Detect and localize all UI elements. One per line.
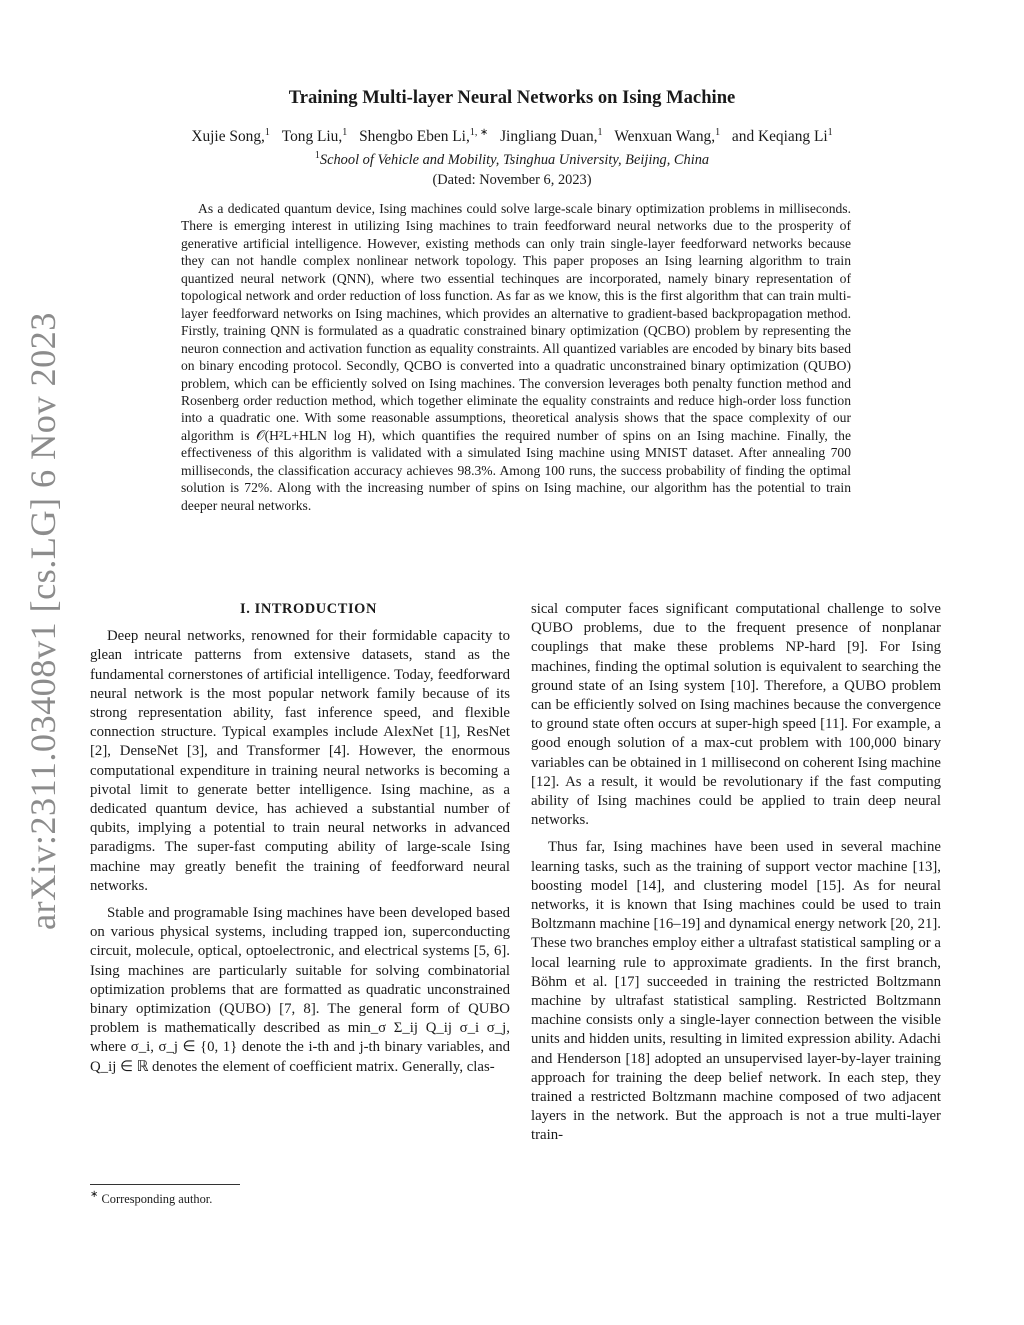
arxiv-side-stamp: arXiv:2311.03408v1 [cs.LG] 6 Nov 2023 [23,312,63,930]
author-name: Wenxuan Wang,$^1$ [614,127,721,145]
author-name: Tong Liu,$^1$ [281,127,348,145]
paragraph: Stable and programable Ising machines have been developed based on various physical systems, including trapped ion, superconducting circuit, molecule, optical, optoelectronic, and electrical systems [5, 6]. Ising machines are particularly suitable for solving combinatorial optimization problems that are formatted as quadratic unconstrained binary optimization (QUBO) [7, 8]. The general form of QUBO problem is mathematically described as min_σ Σ_ij Q_ij σ_i σ_j, where σ_i, σ_j ∈ {0, 1} denote the i-th and j-th binary variables, and Q_ij ∈ ℝ denotes the element of coefficient matrix. Generally, clas- [90,905,510,1075]
dated-line: (Dated: November 6, 2023) [432,172,592,188]
footnote-rule [90,1184,240,1185]
section-heading-introduction: I. INTRODUCTION [240,601,377,617]
paragraph: Deep neural networks, renowned for their formidable capacity to glean intricate patterns from extensive datasets, stand as the fundamental cornerstones of artificial intelligence. Today, feedforward neural network is the most popular network family because of its strong representation ability, fast inference speed, and flexible connection structure. Typical examples include AlexNet [1], ResNet [2], DenseNet [3], and Transformer [4]. However, the enormous computational expenditure in training neural networks is becoming a pivotal limit to generate better intelligence. Ising machine, as a dedicated quantum device, has achieved a substantial number of qubits, implying a potential to train neural networks in advanced paradigms. The super-fast computing ability of large-scale Ising machine may greatly benefit the training of feedforward neural networks. [90,628,510,894]
author-name: and Keqiang Li$^1$ [731,127,833,145]
abstract: As a dedicated quantum device, Ising machines could solve large-scale binary optimization problems in milliseconds. There is emerging interest in utilizing Ising machines to train feedforward neural networks due to the prosperity of generative artificial intelligence. However, existing methods can only train single-layer feedforward networks because they can not handle complex nonlinear network topology. This paper proposes an Ising learning algorithm to train quantized neural network (QNN), where two essential techinques are incorporated, namely binary representation of topological network and order reduction of loss function. As far as we know, this is the first algorithm that can train multi-layer feedforward networks on Ising machines, which provides an alternative to gradient-based backpropagation method. Firstly, training QNN is formulated as a quadratic constrained binary optimization (QCBO) problem by representing the neuron connection and activation function as equality constraints. All quantized variables are encoded by binary bits based on binary encoding protocol. Secondly, QCBO is converted into a quadratic unconstrained binary optimization (QUBO) problem, which can be efficiently solved on Ising machines. The conversion leverages both penalty function method and Rosenberg order reduction method, which together eliminate the equality constraints and reduce high-order loss function into a quadratic one. With some reasonable assumptions, theoretical analysis shows that the space complexity of our algorithm is 𝒪(H²L+HLN log H), which quantifies the required number of spins on an Ising machine. Finally, the effectiveness of this algorithm is validated with a simulated Ising machine using MNIST dataset. After annealing 700 milliseconds, the classification accuracy achieves 98.3%. Among 100 runs, the success probability of finding the optimal solution is 72%. Along with the increasing number of spins on Ising machine, our algorithm has the potential to train deeper neural networks. [181,201,851,513]
author-name: Shengbo Eben Li,$^{1, ∗}$ [359,127,489,145]
affiliation: $^1$School of Vehicle and Mobility, Tsinghua University, Beijing, China [314,150,710,168]
author-name: Xujie Song,$^1$ [191,127,270,145]
right-column [531,600,941,1146]
author-list [0,128,1024,146]
paragraph: Thus far, Ising machines have been used in several machine learning tasks, such as the training of support vector machine [13], boosting model [14], and clustering model [15]. As for neural networks, it is known that Ising machines could be used to train Boltzmann machine [16–19] and dynamical energy network [20, 21]. These two branches employ either a ultrafast statistical sampling or a local learning rule to approximate gradients. In the first branch, Böhm et al. [17] succeeded in training the restricted Boltzmann machine by ultrafast statistical sampling. Restricted Boltzmann machine consists only a single-layer connection between the visible units and hidden units, resulting in limited expression ability. Adachi and Henderson [18] adopted an unsupervised layer-by-layer training approach for training the deep belief network. In each step, they trained a restricted Boltzmann machine composed of two adjacent layers in the network. But the approach is not a true multi-layer train- [531,839,941,1144]
paragraph: sical computer faces significant computational challenge to solve QUBO problems, due to the frequent presence of nonplanar couplings that make these problems NP-hard [9]. For Ising machines, finding the optimal solution is equivalent to searching the ground state of an Ising system [10]. Therefore, a QUBO problem can be efficiently solved on Ising machines because the convergence to ground state often occurs at super-high speed [11]. For example, a good enough solution of a max-cut problem with 100,000 binary variables can be obtained in 1 millisecond on coherent Ising machine [12]. As a result, it would be revolutionary if the fast computing ability of Ising machines could be applied to train deep neural networks. [531,601,941,829]
left-column [90,600,510,1077]
paper-title: Training Multi-layer Neural Networks on Ising Machine [288,87,736,108]
author-name: Jingliang Duan,$^1$ [500,127,603,145]
footnote: ∗ Corresponding author. [90,1189,213,1206]
